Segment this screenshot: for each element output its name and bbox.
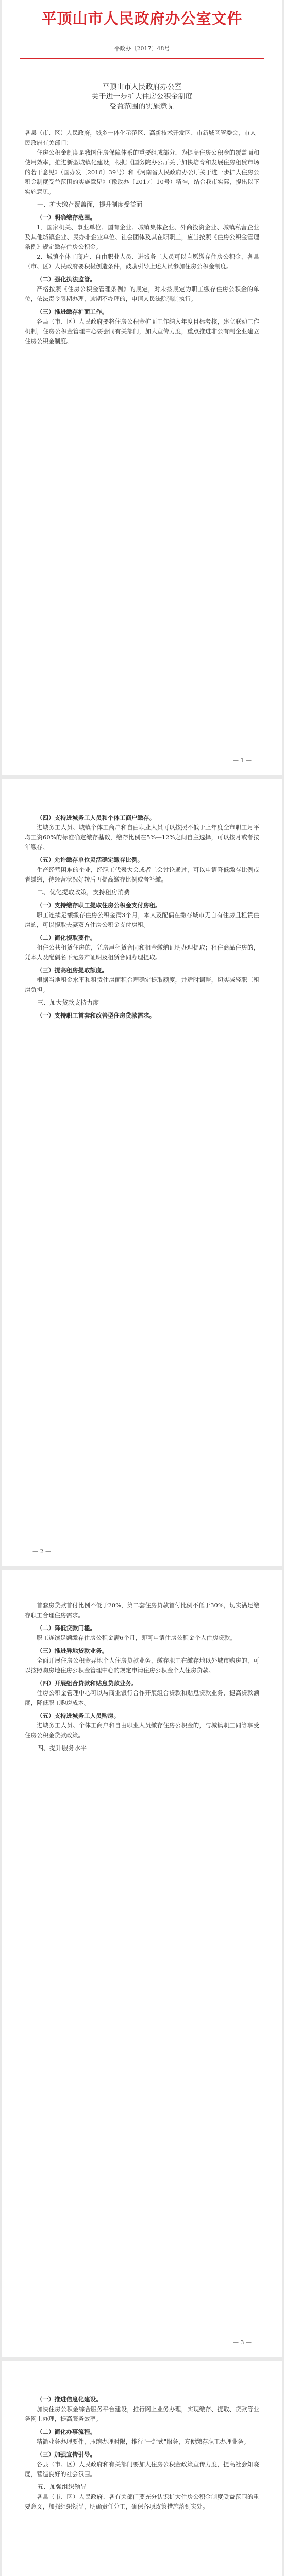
doc-number: 平政办〔2017〕48号	[114, 45, 170, 52]
doc-title	[25, 82, 259, 112]
page-4-body	[25, 2395, 259, 2512]
paragraph: 职工连续足额缴存住房公积金满6个月，即可申请住房公积金个人住房贷款。	[37, 1634, 236, 1641]
subsection-heading: （三）推进缴存扩面工作。	[37, 308, 108, 315]
page-number: — 3 —	[233, 2339, 252, 2346]
title-line-1: 平顶山市人民政府办公室	[102, 83, 182, 91]
paragraph: 2．城镇个体工商户、自由职业人员、进城务工人员可以自愿缴存住房公积金，各县（市、区）人民政府要积极创造条件，鼓励引导上述人员参加住房公积金制度。	[25, 253, 259, 270]
paragraph: 严格按照《住房公积金管理条例》的规定，对未按规定为职工缴存住房公积金的单位，依法责令限期办理，逾期不办理的，申请人民法院强制执行。	[25, 285, 259, 302]
doc-header: 平顶山市人民政府办公室文件	[41, 10, 243, 27]
subsection-heading: （一）推进信息化建设。	[37, 2396, 102, 2403]
page-1	[2, 0, 282, 775]
paragraph: 首套房贷款首付比例不低于20%，第二套住房贷款首付比例不低于30%，切实满足缴存职工合理住房需求。	[25, 1602, 259, 1619]
paragraph: 各县（市、区）人民政府要将住房公积金扩面工作纳入年度目标考核，建立联动工作机制，住房公积金管理中心要会同有关部门，加大宣传力度，重点推进非公有制企业建立住房公积金制度。	[25, 318, 259, 345]
page-2	[2, 779, 282, 1566]
subsection-heading: （四）支持进城务工人员和个体工商户缴存。	[37, 814, 155, 821]
paragraph: 住房公积金管理中心可以与商业银行合作开展组合贷款和贴息贷款业务，提高贷款额度，降低职工购房成本。	[25, 1689, 259, 1706]
subsection-heading: （二）降低贷款门槛。	[37, 1624, 96, 1632]
section-heading: 三、加大贷款支持力度	[37, 999, 99, 1006]
paragraph: 根据当地租金水平和租赁住房面积合理确定提取额度，并适时调整，切实减轻职工租房负担。	[25, 976, 259, 993]
subsection-heading: （五）允许缴存单位灵活确定缴存比例。	[37, 856, 143, 863]
page-2-body	[25, 813, 259, 1021]
recipients: 各县（市、区）人民政府，城乡一体化示范区、高新技术开发区、市新城区管委会，市人民政府有关部门：	[25, 129, 256, 146]
subsection-heading: （一）明确缴存范围。	[37, 214, 96, 221]
page-3	[2, 1570, 282, 2357]
paragraph: 加快住房公积金综合服务平台建设，推行网上业务办理，实现缴存、提取、贷款等业务网上办理，提高服务效率。	[25, 2405, 259, 2422]
subsection-heading: （三）提高租房提取额度。	[37, 967, 108, 974]
paragraph: 各县（市、区）人民政府、各有关部门要充分认识扩大住房公积金制度受益范围的重要意义，加强组织领导，明确责任分工，确保各项政策措施落到实处。	[25, 2493, 259, 2510]
paragraph: 租住公共租赁住房的，凭房屋租赁合同和租金缴纳证明办理提取；租住商品住房的，凭本人及配偶名下无房产证明及租赁合同办理提取。	[25, 944, 259, 961]
subsection-heading: （四）开展组合贷款和贴息贷款业务。	[37, 1680, 138, 1687]
section-heading: 二、优化提取政策，支持租房消费	[37, 889, 130, 896]
subsection-heading: （一）支持缴存职工提取住房公积金支付房租。	[37, 902, 161, 909]
paragraph: 住房公积金制度是我国住房保障体系的重要组成部分，为提高住房公积金的覆盖面和使用效率，推进新型城镇化建设，根据《国务院办公厅关于加快培育和发展住房租赁市场的若干意见》（国办发〔2016〕39号）和《河南省人民政府办公厅关于进一步扩大住房公积金制度受益范围的实施意见》（豫政办〔2017〕10号）精神，结合我市实际，提出以下实施意见。	[25, 149, 259, 195]
paragraph: 进城务工人员、城镇个体工商户和自由职业人员可以按照不低于上年度全市职工月平均工资60%的标准确定缴存基数，缴存比例在5%—12%之间自主选择，可以按月或者按年缴存。	[25, 824, 259, 851]
page-4	[2, 2361, 282, 2576]
title-line-2: 关于进一步扩大住房公积金制度	[91, 93, 193, 101]
page-1-body	[25, 148, 259, 346]
subsection-heading: （三）推进异地贷款业务。	[37, 1647, 108, 1654]
paragraph: 进城务工人员、个体工商户和自由职业人员缴存住房公积金的，与城镇职工同等享受住房公积金贷款政策。	[25, 1722, 259, 1739]
paragraph: 1．国家机关、事业单位、国有企业、城镇集体企业、外商投资企业、城镇私营企业及其他城镇企业、民办非企业单位、社会团体及其在职职工，应当按照《住房公积金管理条例》规定缴存住房公积金。	[25, 224, 259, 250]
paragraph: 精简业务办理要件，压缩办理时限，推行"一站式"服务，方便缴存职工办理业务。	[37, 2438, 250, 2445]
paragraph: 职工连续足额缴存住房公积金满3个月，本人及配偶在缴存城市无自有住房且租赁住房的，可以提取夫妻双方住房公积金支付房租。	[25, 911, 259, 928]
paragraph: 各县（市、区）人民政府和有关部门要加大住房公积金政策宣传力度，提高社会知晓度，营造良好的社会氛围。	[25, 2461, 259, 2478]
paragraph: 生产经营困难的企业，经职工代表大会或者工会讨论通过，可以申请降低缴存比例或者缓缴，待经营状况好转后再提高缴存比例或者补缴。	[25, 866, 259, 883]
subsection-heading: （三）加强宣传引导。	[37, 2451, 96, 2458]
subsection-heading: （五）支持进城务工人员购房。	[37, 1712, 120, 1719]
section-heading: 一、扩大缴存覆盖面，提升制度受益面	[37, 201, 143, 208]
red-divider	[20, 58, 264, 59]
subsection-heading: （二）简化办事流程。	[37, 2428, 96, 2435]
page-3-body	[25, 1601, 259, 1753]
title-line-3: 受益范围的实施意见	[109, 103, 175, 111]
section-heading: 四、提升服务水平	[37, 1744, 87, 1752]
subsection-heading: （一）支持职工首套和改善型住房贷款需求。	[37, 1012, 155, 1019]
page-number: — 1 —	[233, 757, 252, 764]
subsection-heading: （二）简化提取要件。	[37, 934, 96, 941]
page-number: — 2 —	[32, 1548, 51, 1555]
paragraph: 全面开展住房公积金异地个人住房贷款业务，缴存职工在缴存地以外城市购房的，可以按照购房地住房公积金管理中心的规定申请住房公积金个人住房贷款。	[25, 1657, 259, 1674]
subsection-heading: （二）强化执法监管。	[37, 276, 96, 283]
section-heading: 五、加强组织领导	[37, 2483, 87, 2490]
